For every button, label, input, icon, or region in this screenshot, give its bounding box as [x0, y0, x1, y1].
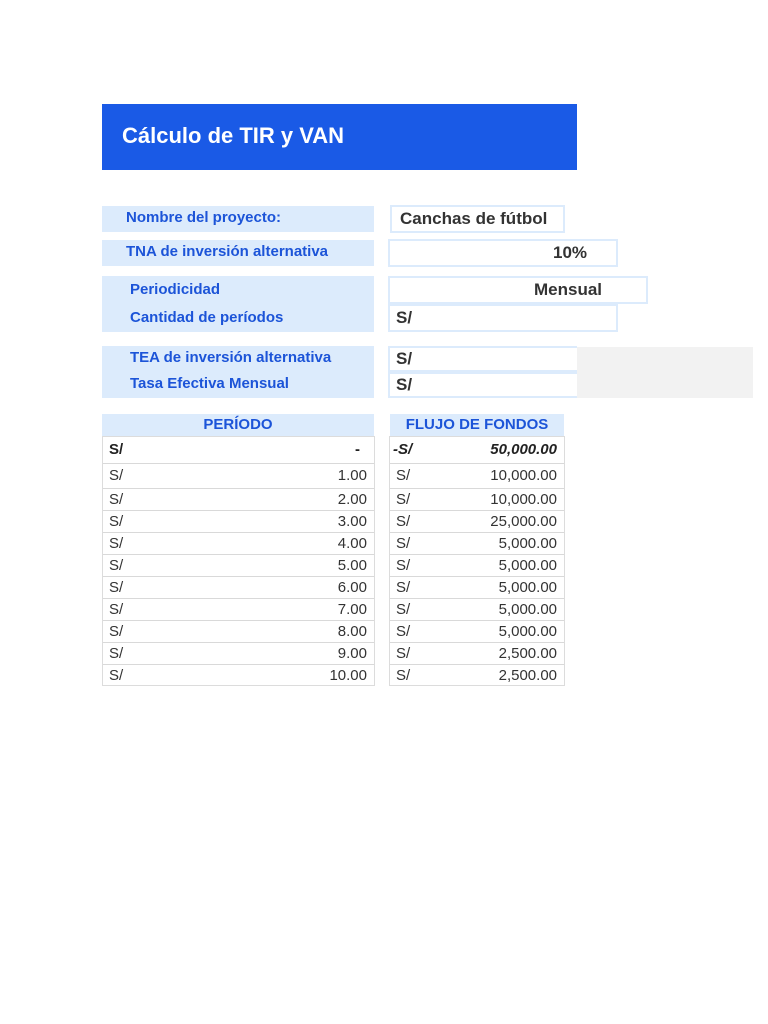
flow-currency: S/ — [396, 467, 411, 484]
period-value: 10.00 — [329, 667, 367, 684]
flow-currency: S/ — [396, 491, 411, 508]
tea-currency: S/ — [396, 349, 413, 368]
tna-label-cell — [102, 240, 374, 266]
period-currency: S/ — [109, 623, 124, 640]
period-currency: S/ — [109, 557, 124, 574]
period-currency: S/ — [109, 467, 124, 484]
flow-currency: S/ — [396, 623, 411, 640]
table-row — [103, 664, 374, 687]
period-value: 3.00 — [337, 513, 367, 530]
flow-currency: S/ — [396, 645, 411, 662]
tea-field[interactable] — [388, 346, 577, 372]
period-value: - — [355, 441, 360, 458]
period-currency: S/ — [109, 513, 124, 530]
table-row — [390, 576, 564, 599]
periods-count-label: Cantidad de períodos — [130, 309, 284, 326]
flow-value: 5,000.00 — [498, 579, 557, 596]
project-name-label: Nombre del proyecto: — [126, 209, 282, 226]
flow-value: 2,500.00 — [498, 667, 557, 684]
tna-field[interactable]: 10% — [388, 239, 618, 267]
flow-value: 50,000.00 — [490, 441, 557, 458]
period-value: 1.00 — [337, 467, 367, 484]
table-row — [390, 510, 564, 533]
period-value: 7.00 — [337, 601, 367, 618]
table-row — [103, 642, 374, 665]
period-value: 6.00 — [337, 579, 367, 596]
flow-currency: S/ — [396, 535, 411, 552]
flow-currency: S/ — [396, 601, 411, 618]
page-title: Cálculo de TIR y VAN — [122, 123, 345, 148]
project-name-label-cell — [102, 206, 374, 232]
table-row — [103, 463, 374, 489]
table-row — [390, 554, 564, 577]
tea-label: TEA de inversión alternativa — [130, 349, 332, 366]
period-currency: S/ — [109, 645, 124, 662]
flow-value: 10,000.00 — [490, 467, 557, 484]
table-row — [103, 510, 374, 533]
table-row — [103, 532, 374, 555]
period-value: 2.00 — [337, 491, 367, 508]
period-currency: S/ — [109, 601, 124, 618]
tem-field[interactable] — [388, 372, 577, 398]
period-currency: S/ — [109, 535, 124, 552]
period-currency: S/ — [109, 667, 124, 684]
period-currency: S/ — [109, 579, 124, 596]
flow-column — [389, 436, 565, 686]
flow-currency: S/ — [396, 667, 411, 684]
tna-label: TNA de inversión alternativa — [126, 243, 329, 260]
table-row — [390, 664, 564, 687]
rates-overflow-area — [577, 347, 753, 398]
periodicity-label-cell — [102, 276, 374, 332]
flow-value: 5,000.00 — [498, 535, 557, 552]
periods-count-field-clip — [388, 304, 577, 332]
period-column — [102, 436, 375, 686]
flow-currency: S/ — [396, 513, 411, 530]
table-row — [390, 598, 564, 621]
periods-count-field[interactable] — [388, 304, 618, 332]
periodicity-label: Periodicidad — [130, 281, 221, 298]
periodicity-field-clip — [388, 276, 603, 304]
period-value: 9.00 — [337, 645, 367, 662]
period-value: 4.00 — [337, 535, 367, 552]
project-name-field[interactable]: Canchas de fútbol — [390, 205, 565, 233]
flow-value: 5,000.00 — [498, 623, 557, 640]
flow-currency: S/ — [396, 579, 411, 596]
table-row — [103, 576, 374, 599]
table-row — [390, 642, 564, 665]
table-row — [103, 554, 374, 577]
flow-value: 25,000.00 — [490, 513, 557, 530]
flow-currency: -S/ — [393, 441, 413, 458]
period-value: 5.00 — [337, 557, 367, 574]
flow-currency: S/ — [396, 557, 411, 574]
table-row — [390, 488, 564, 511]
periodicity-field[interactable]: Mensual — [388, 276, 648, 304]
tem-currency: S/ — [396, 375, 413, 394]
table-row — [390, 620, 564, 643]
table-row — [390, 532, 564, 555]
flow-value: 10,000.00 — [490, 491, 557, 508]
flow-value: 5,000.00 — [498, 601, 557, 618]
table-row — [390, 463, 564, 489]
table-row — [103, 598, 374, 621]
table-row — [103, 488, 374, 511]
rates-label-cell — [102, 346, 374, 398]
tem-label: Tasa Efectiva Mensual — [130, 375, 289, 392]
flow-value: 2,500.00 — [498, 645, 557, 662]
period-value: 8.00 — [337, 623, 367, 640]
period-currency: S/ — [109, 491, 124, 508]
flow-column-header: FLUJO DE FONDOS — [390, 414, 564, 436]
period-currency: S/ — [109, 441, 124, 458]
period-column-header: PERÍODO — [102, 414, 374, 436]
periods-count-currency: S/ — [396, 308, 413, 327]
table-row — [390, 436, 564, 464]
table-row — [103, 436, 374, 464]
tna-field-clip — [388, 239, 588, 267]
flow-value: 5,000.00 — [498, 557, 557, 574]
table-row — [103, 620, 374, 643]
